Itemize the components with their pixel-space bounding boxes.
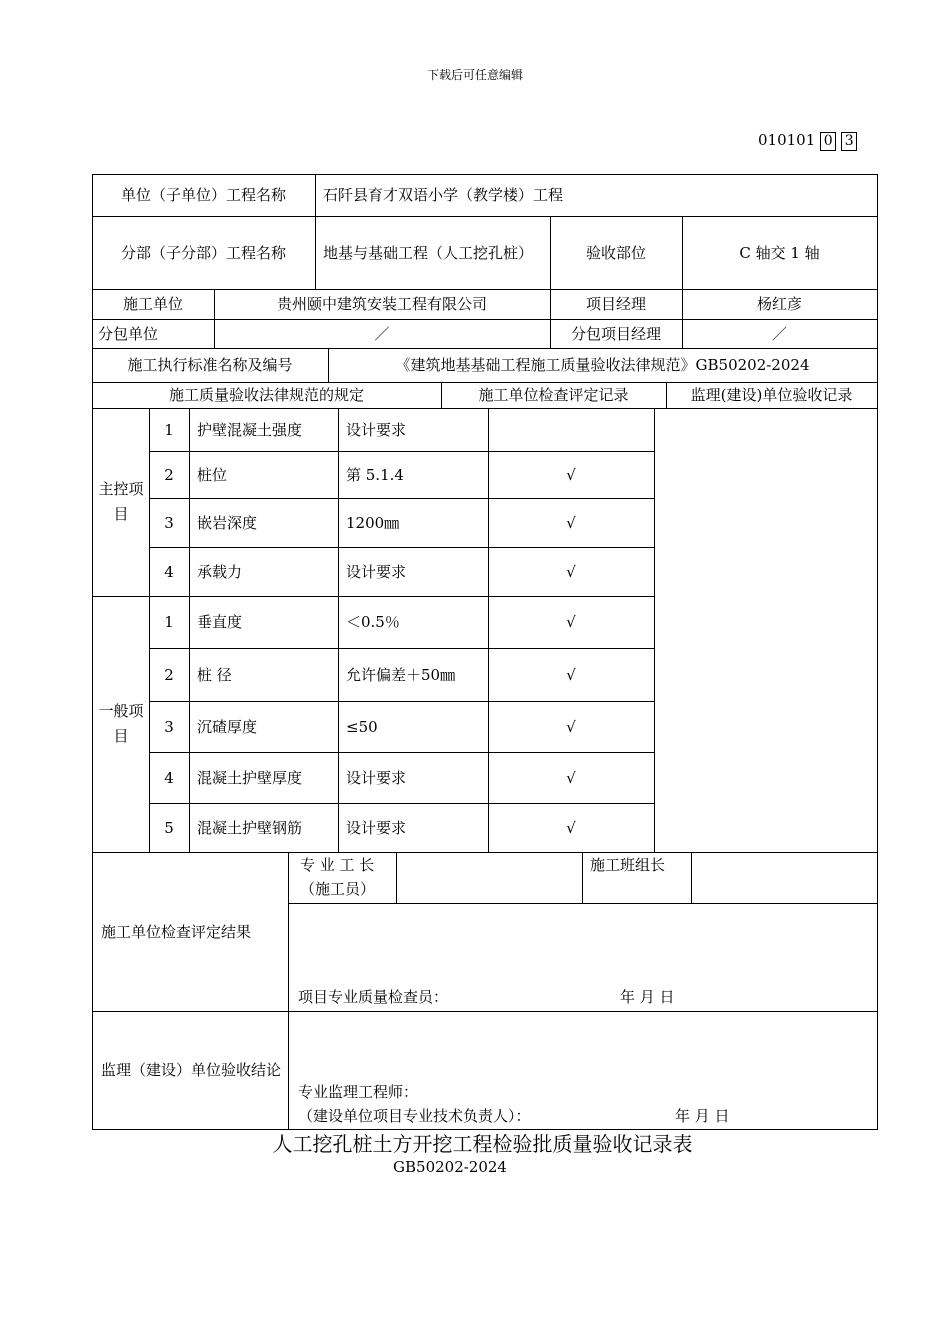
item-requirement: 1200㎜ (346, 513, 400, 532)
quality-inspector-label: 项目专业质量检查员： (298, 988, 449, 1006)
spec-header: 施工质量验收法律规范的规定 (168, 386, 364, 404)
item-check-mark (488, 408, 654, 451)
subcontractor-label: 分包单位 (98, 324, 159, 343)
item-number: 3 (164, 717, 174, 736)
item-name: 混凝土护壁钢筋 (197, 818, 303, 837)
item-name: 承载力 (197, 562, 243, 581)
item-requirement: 设计要求 (346, 420, 407, 439)
item-check-mark: √ (566, 665, 576, 684)
item-name: 嵌岩深度 (197, 513, 258, 532)
item-requirement: 设计要求 (346, 768, 407, 787)
item-number: 2 (164, 465, 174, 484)
inspect-part-value: C 轴交 1 轴 (739, 243, 820, 262)
item-requirement: ＜0.5％ (346, 613, 400, 631)
contractor-label: 施工单位 (122, 295, 183, 313)
item-check-mark: √ (566, 717, 576, 736)
item-number: 1 (164, 420, 174, 439)
item-name: 垂直度 (197, 613, 243, 631)
main-control-group-label: 主控项目 (98, 480, 144, 523)
item-name: 桩 径 (197, 665, 232, 684)
form-title: 人工挖孔桩土方开挖工程检验批质量验收记录表 (272, 1132, 693, 1156)
item-requirement: 设计要求 (346, 562, 407, 581)
sub-pm-value: ／ (771, 324, 787, 343)
item-check-mark: √ (566, 818, 576, 837)
division-name-label: 分部（子分部）工程名称 (120, 243, 286, 262)
general-group-label: 一般项目 (98, 702, 144, 745)
standard-label: 施工执行标准名称及编号 (127, 356, 293, 374)
supervisor-record-header: 监理(建设)单位验收记录 (690, 386, 853, 404)
subcontractor-value: ／ (374, 324, 390, 343)
item-name: 沉碴厚度 (197, 717, 258, 736)
inspect-part-label: 验收部位 (585, 243, 646, 262)
item-number: 1 (164, 613, 174, 631)
supervising-engineer-label: 专业监理工程师： (298, 1083, 419, 1101)
result-date: 年 月 日 (620, 988, 675, 1006)
item-requirement: 允许偏差＋50㎜ (346, 665, 456, 684)
item-number: 5 (164, 818, 174, 837)
item-check-mark: √ (566, 768, 576, 787)
item-number: 2 (164, 665, 174, 684)
project-manager-value: 杨红彦 (756, 295, 802, 313)
item-requirement: 设计要求 (346, 818, 407, 837)
item-check-mark: √ (566, 513, 576, 532)
item-number: 4 (164, 768, 174, 787)
contractor-record-header: 施工单位检查评定记录 (478, 386, 629, 404)
form-code-box-1: 0 (820, 132, 836, 151)
form-code-box-2: 3 (841, 132, 857, 151)
owner-tech-lead-label: （建设单位项目专业技术负责人）： (298, 1107, 531, 1125)
sub-pm-label: 分包项目经理 (570, 324, 661, 343)
inspection-table (92, 174, 877, 1130)
item-number: 3 (164, 513, 174, 532)
item-number: 4 (164, 562, 174, 581)
form-subtitle: GB50202-2024 (393, 1158, 507, 1176)
header-note: 下载后可任意编辑 (426, 68, 523, 82)
unit-name-value: 石阡县育才双语小学（教学楼）工程 (323, 186, 564, 204)
form-code (758, 131, 857, 151)
contractor-result-label: 施工单位检查评定结果 (101, 922, 252, 941)
item-name: 护壁混凝土强度 (197, 420, 303, 439)
item-requirement: ≤50 (346, 717, 378, 736)
project-manager-label: 项目经理 (585, 295, 646, 313)
team-leader-label: 施工班组长 (590, 856, 666, 874)
contractor-value: 贵州颐中建筑安装工程有限公司 (276, 295, 487, 313)
item-requirement: 第 5.1.4 (346, 465, 404, 484)
unit-name-label: 单位（子单位）工程名称 (120, 186, 286, 204)
item-name: 混凝土护壁厚度 (197, 768, 303, 787)
form-code-prefix: 010101 (758, 131, 816, 149)
foreman-label: 专 业 工 长（施工员） (300, 856, 376, 898)
conclusion-date: 年 月 日 (675, 1107, 730, 1125)
item-check-mark: √ (566, 562, 576, 581)
division-name-value: 地基与基础工程（人工挖孔桩） (323, 243, 534, 262)
standard-value: 《建筑地基基础工程施工质量验收法律规范》GB50202-2024 (395, 356, 810, 374)
item-check-mark: √ (566, 613, 576, 631)
item-check-mark: √ (566, 465, 576, 484)
item-name: 桩位 (197, 465, 228, 484)
supervisor-conclusion-label: 监理（建设）单位验收结论 (101, 1061, 282, 1079)
